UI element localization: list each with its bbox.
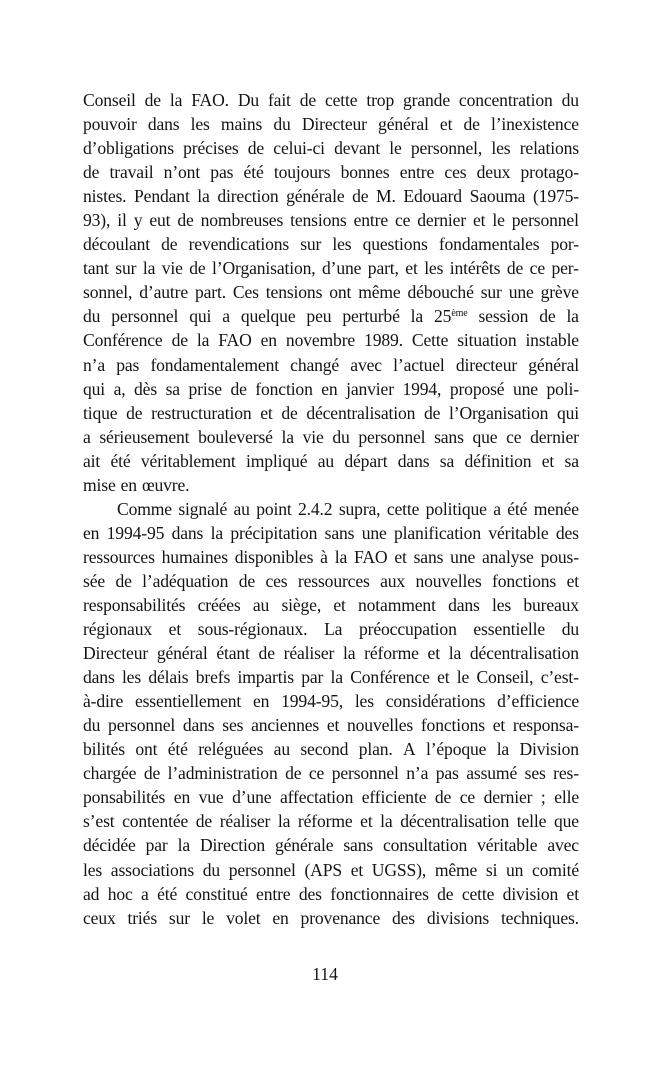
text-line: décidée par la Direction générale sans consultation véritable avec [83,835,579,856]
text-line: ad hoc a été constitué entre des fonctionnaires de cette division et [83,883,579,904]
paragraph [83,88,579,497]
text-line: du personnel qui a quelque peu perturbé la 25ème session de la [83,306,579,327]
text-line: tant sur la vie de l’Organisation, d’une part, et les intérêts de ce per- [83,258,579,279]
text-line: dans les délais brefs impartis par la Conférence et le Conseil, c’est- [83,667,579,688]
text-line: ponsabilités en vue d’une affectation efficiente de ce dernier ; elle [83,787,579,808]
text-line: ressources humaines disponibles à la FAO et sans une analyse pous- [83,546,579,567]
text-line: du personnel dans ses anciennes et nouvelles fonctions et responsa- [83,715,579,736]
text-line: mise en œuvre. [83,474,190,495]
text-line: tique de restructuration et de décentralisation de l’Organisation qui [83,402,579,423]
text-line: Directeur général étant de réaliser la réforme et la décentralisation [83,643,579,664]
text-line: Comme signalé au point 2.4.2 supra, cette politique a été menée [117,498,579,519]
text-line: découlant de revendications sur les questions fondamentales por- [83,234,579,255]
text-line: Conseil de la FAO. Du fait de cette trop grande concentration du [83,90,579,110]
text-line: régionaux et sous-régionaux. La préoccupation essentielle du [83,619,579,640]
text-line: les associations du personnel (APS et UGSS), même si un comité [83,859,579,880]
text-line: d’obligations précises de celui-ci devant le personnel, les relations [83,138,579,159]
text-line: a sérieusement bouleversé la vie du personnel sans que ce dernier [83,426,579,447]
text-line: chargée de l’administration de ce personnel n’a pas assumé ses res- [83,763,579,784]
page-number: 114 [312,964,338,984]
text-line: nistes. Pendant la direction générale de M. Edouard Saouma (1975- [83,186,579,207]
text-line: à-dire essentiellement en 1994-95, les considérations d’efficience [83,691,579,712]
text-line: 93), il y eut de nombreuses tensions entre ce dernier et le personnel [83,210,579,231]
text-line: bilités ont été reléguées au second plan. A l’époque la Division [83,739,579,760]
text-line: responsabilités créées au siège, et notamment dans les bureaux [83,594,579,615]
text-line: pouvoir dans les mains du Directeur général et de l’inexistence [83,114,579,135]
text-line: s’est contentée de réaliser la réforme et la décentralisation telle que [83,811,579,832]
text-line: en 1994-95 dans la précipitation sans une planification véritable des [83,522,579,543]
text-line: qui a, dès sa prise de fonction en janvier 1994, proposé une poli- [83,378,579,399]
paragraph [83,497,579,930]
text-line: n’a pas fondamentalement changé avec l’actuel directeur général [83,354,579,375]
text-line: Conférence de la FAO en novembre 1989. Cette situation instable [83,330,579,351]
text-line: sée de l’adéquation de ces ressources aux nouvelles fonctions et [83,570,579,591]
text-line: sonnel, d’autre part. Ces tensions ont même débouché sur une grève [83,282,579,303]
text-line: de travail n’ont pas été toujours bonnes entre ces deux protago- [83,162,579,183]
text-line: ait été véritablement impliqué au départ dans sa définition et sa [83,450,579,471]
body-text [83,88,579,930]
text-line: ceux triés sur le volet en provenance des divisions techniques. [83,907,579,928]
